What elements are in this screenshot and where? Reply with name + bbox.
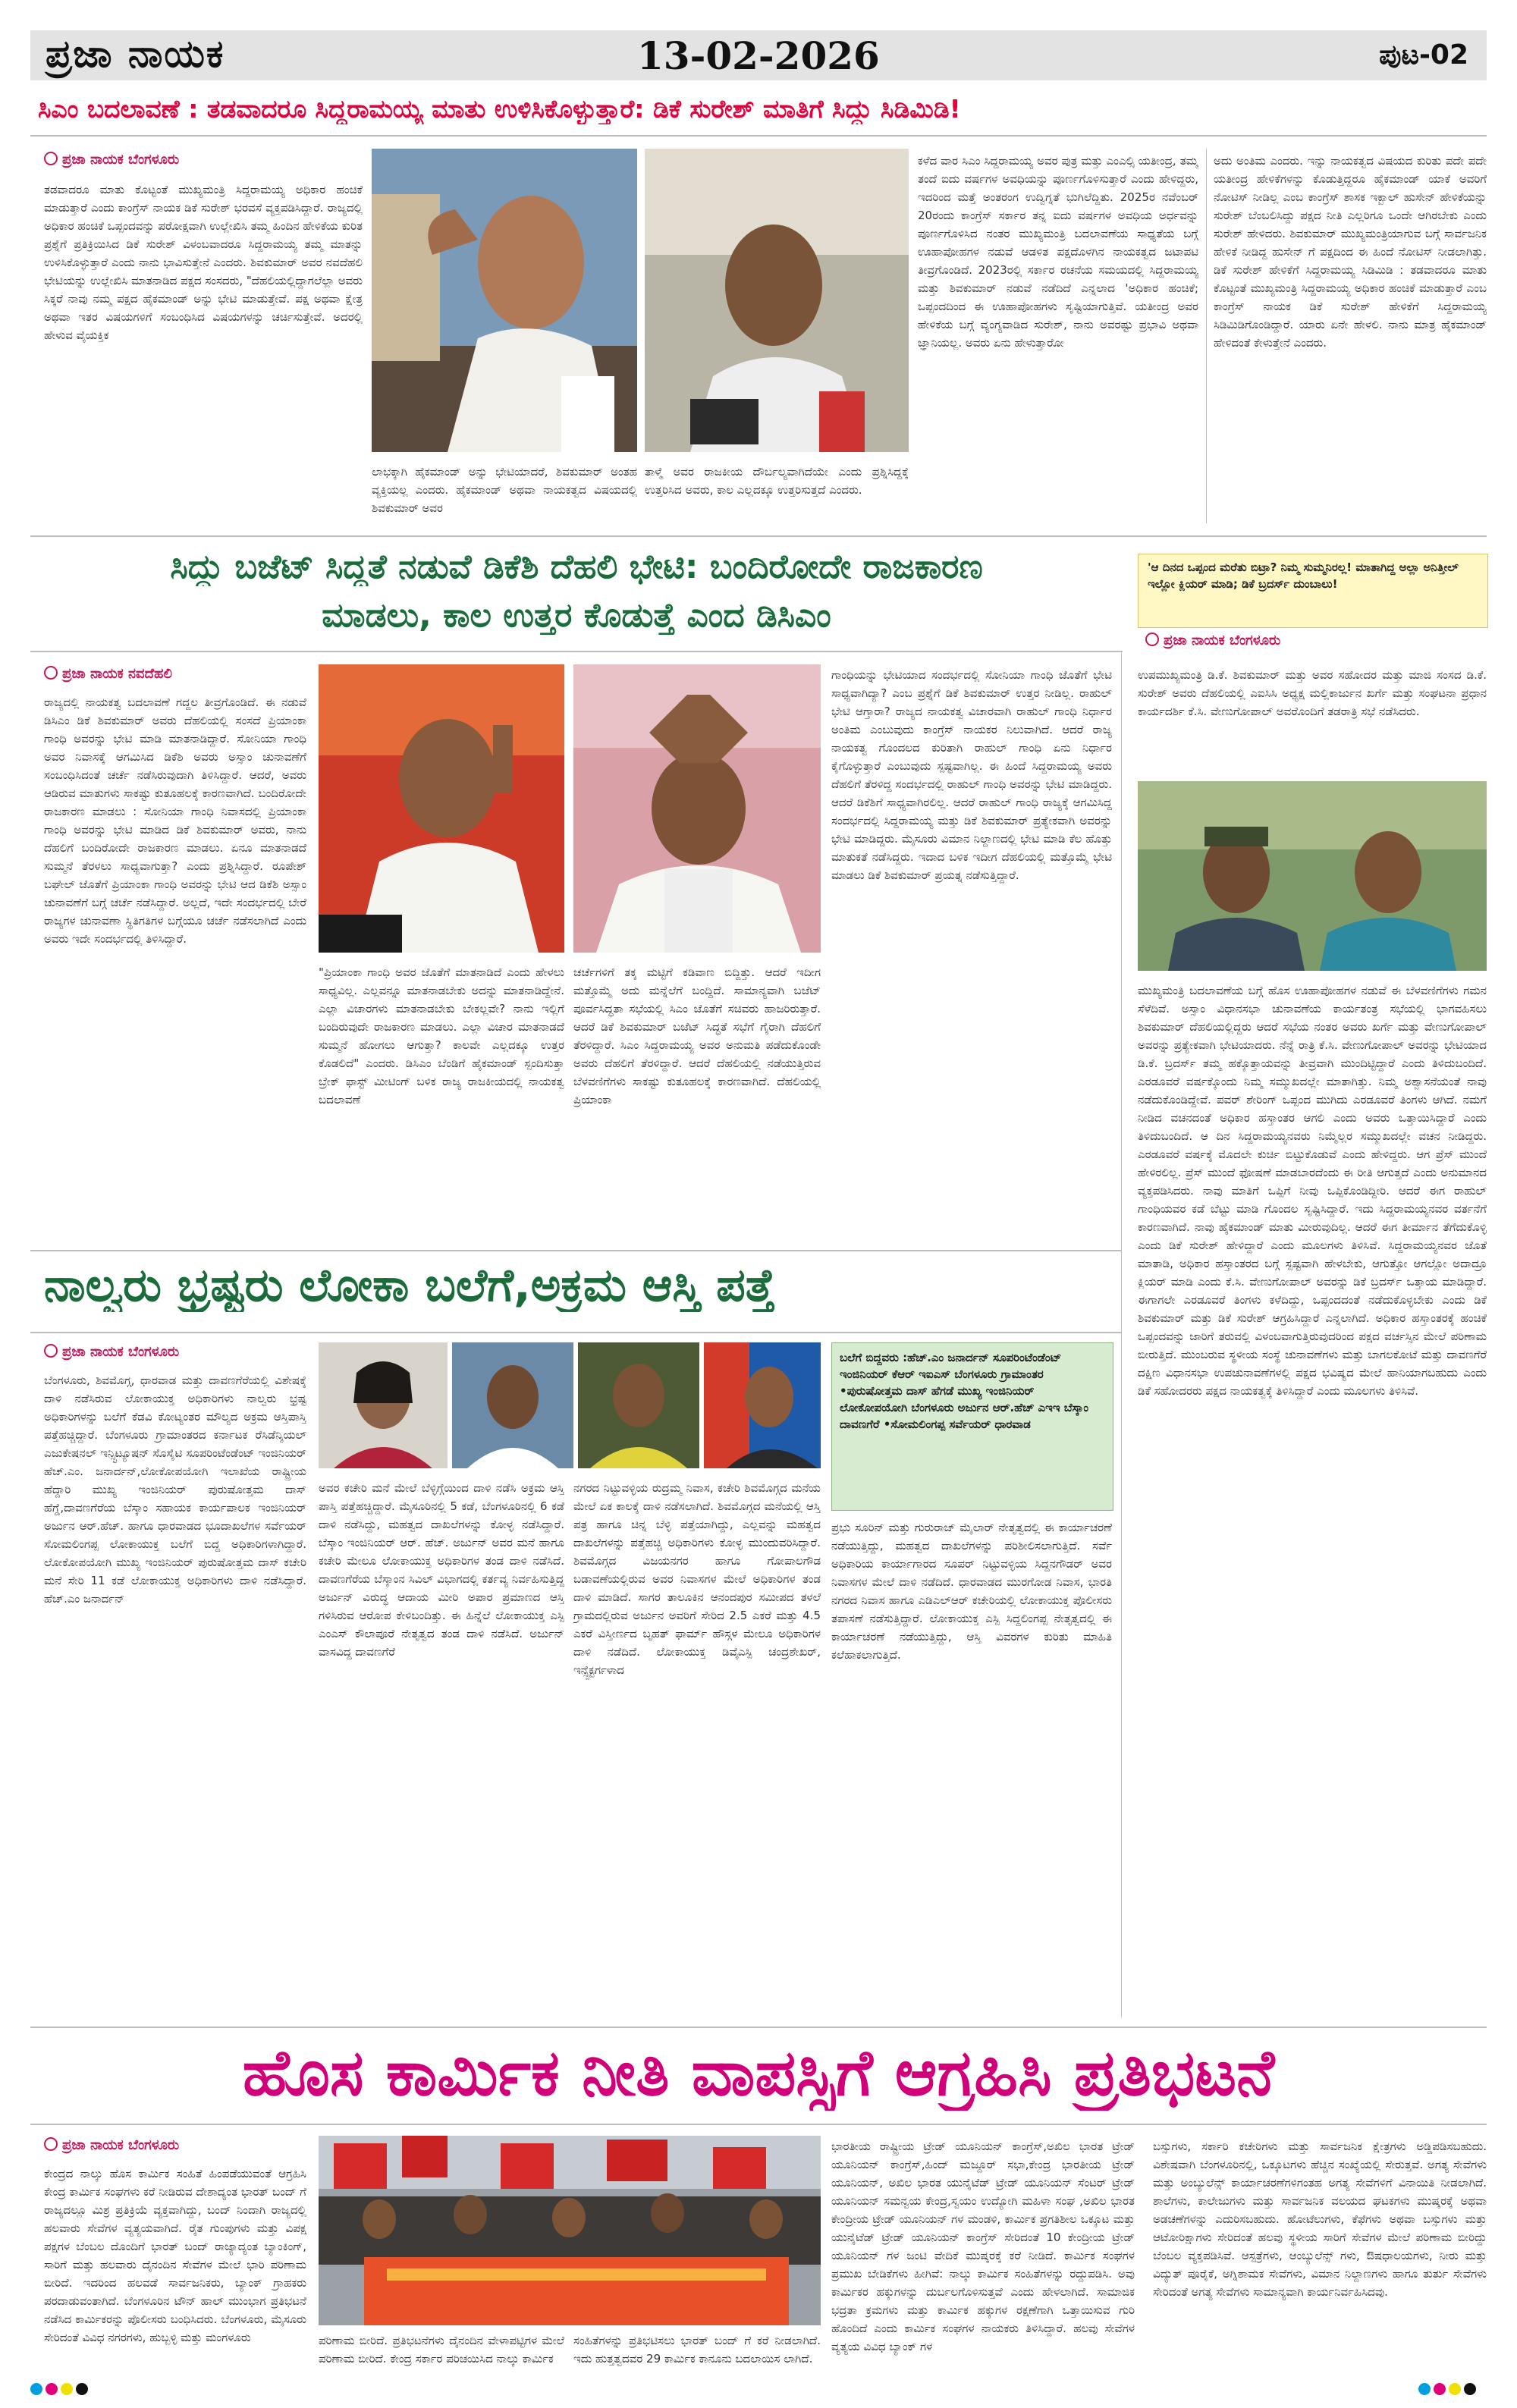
story1-col4: ಅದು ಅಂತಿಮ ಎಂದರು. ಇನ್ನು ನಾಯಕತ್ವದ ವಿಷಯದ ಕುರಿತು ಪದೇ ಪದೇ ಯತೀಂದ್ರ ಹೇಳಿಕೆಗಳನ್ನು ಕೊಡುತ್ತಿದ್ದರೂ ಹೈಕಮಾಂಡ್ ಯಾಕೆ ಅವರಿಗೆ ನೋಟಿಸ್ ನೀಡಿಲ್ಲ ಎಂಬ ಕಾಂಗ್ರೆಸ್ ಶಾಸಕ ಇಕ್ಬಾಲ್ ಹುಸೇನ್ ಹೇಳಿಕೆಯನ್ನು ಸುರೇಶ್ ಬೆಂಬಲಿಸಿದ್ದು ಪಕ್ಷದ ನೀತಿ ಎಲ್ಲರಿಗೂ ಒಂದೇ ಆಗಿರಬೇಕು ಎಂದು ಸುರೇಶ್ ಹೇಳಿದರು. ಶಿವಕುಮಾರ್ ಮುಖ್ಯಮಂತ್ರಿಯಾಗುವ ಬಗ್ಗೆ ಸಾರ್ವಜನಿಕ ಹೇಳಿಕೆ ನೀಡಿದ್ದ ಹುಸೇನ್ ಗೆ ಪಕ್ಷದಿಂದ ಈ ಹಿಂದೆ ನೋಟಿಸ್ ನೀಡಲಾಗಿತ್ತು. ಡಿಕೆ ಸುರೇಶ್ ಹೇಳಿಕೆಗೆ ಸಿದ್ದರಾಮಯ್ಯ ಸಿಡಿಮಿಡಿ : ತಡವಾದರೂ ಮಾತು ಕೊಟ್ಟಂತೆ ಮುಖ್ಯಮಂತ್ರಿ ಸಿದ್ದರಾಮಯ್ಯ ಅಧಿಕಾರ ಹಂಚಿಕೆ ಮಾಡುತ್ತಾರೆ ಎಂಬ ಕಾಂಗ್ರೆಸ್ ನಾಯಕ ಡಿಕೆ ಸುರೇಶ್ ಹೇಳಿಕೆಗೆ ಸಿದ್ದರಾಮಯ್ಯ ಸಿಡಿಮಿಡಿಗೊಂಡಿದ್ದಾರೆ. ಯಾರು ಏನೇ ಹೇಳಲಿ. ನಾನು ಮಾತ್ರ ಹೈಕಮಾಂಡ್ ಹೇಳಿದಂತೆ ಕೇಳುತ್ತೇನೆ ಎಂದರು. bbox=[1214, 154, 1487, 350]
story3-caption2: ನಗರದ ನಿಟ್ಟುವಳ್ಳಿಯ ರುದ್ರಮ್ಮ ನಿವಾಸ, ಕಚೇರಿ ಶಿವಮೊಗ್ಗದ ಮನೆಯ ಮೇಲೆ ಏಕ ಕಾಲಕ್ಕೆ ದಾಳಿ ನಡೆಸಲಾಗಿದೆ. ಶಿವಮೊಗ್ಗದ ಮನೆಯಲ್ಲಿ ಆಸ್ತಿ ಪತ್ರ ಹಾಗೂ ಚಿನ್ನ ಬೆಳ್ಳಿ ಪತ್ತೆಯಾಗಿದ್ದು, ಎಲ್ಲವನ್ನು ಮಹತ್ವದ ದಾಖಲೆಗಳನ್ನು ಪತ್ತೆಹಚ್ಚಿ ಅಧಿಕಾರಿಗಳು ಕೋಳ್ಳ ಮುಂದುವರಿಸಿದ್ದಾರೆ. ಶಿವಮೊಗ್ಗದ ವಿಜಯನಗರ ಹಾಗೂ ಗೋಪಾಲಗೌಡ ಬಡಾವಣೆಯಲ್ಲಿರುವ ಅವರ ನಿವಾಸಗಳ ಮೇಲೆ ಅಧಿಕಾರಿಗಳ ತಂಡ ದಾಳಿ ಮಾಡಿದೆ. ಸಾಗರ ತಾಲೂಕಿನ ಆನಂದಪುರ ಸಮೀಪದ ತಳಲೆ ಗ್ರಾಮದಲ್ಲಿರುವ ಅರ್ಜುನ ಅವರಿಗೆ ಸೇರಿದ 2.5 ಎಕರೆ ಮತ್ತು 4.5 ಎಕರೆ ವಿಸ್ತೀರ್ಣದ ಬೃಹತ್ ಫಾರ್ಮ್ ಹೌಸ್ಗಳ ಮೇಲೂ ಅಧಿಕಾರಿಗಳ ದಾಳಿ ನಡೆದಿದೆ. ಲೋಕಾಯುಕ್ತ ಡಿವೈಎಸ್ಪಿ ಚಂದ್ರಶೇಖರ್, ಇನ್ಸ್ಪೆಕ್ಟರ್ಗಳಾದ bbox=[573, 1481, 821, 1677]
story4-caption2: ಸಂಹಿತೆಗಳನ್ನು ಪ್ರತಿಭಟಿಸಲು ಭಾರತ್ ಬಂದ್ ಗೆ ಕರೆ ನೀಡಲಾಗಿದೆ. ಇದು ಹುತ್ತತ್ವದವರ 29 ಕಾರ್ಮಿಕ ಕಾನೂನು ಬದಲಾಯಿಸ ಲಾಗಿದೆ. bbox=[573, 2334, 821, 2366]
story4-col3: ಭಾರತೀಯ ರಾಷ್ಟ್ರೀಯ ಟ್ರೇಡ್ ಯೂನಿಯನ್ ಕಾಂಗ್ರೆಸ್,ಅಖಿಲ ಭಾರತ ಟ್ರೇಡ್ ಯೂನಿಯನ್ ಕಾಂಗ್ರೆಸ್,ಹಿಂದ್ ಮಜ್ದೂರ್ ಸಭಾ,ಕೇಂದ್ರ ಭಾರತೀಯ ಟ್ರೇಡ್ ಯೂನಿಯನ್, ಅಖಿಲ ಭಾರತ ಯುನೈಟೆಡ್ ಟ್ರೇಡ್ ಯೂನಿಯನ್ ಸೆಂಟರ್ ಟ್ರೇಡ್ ಯೂನಿಯನ್ ಸಮನ್ವಯ ಕೇಂದ್ರ,ಸ್ವಯಂ ಉದ್ಯೋಗಿ ಮಹಿಳಾ ಸಂಘ ,ಅಖಿಲ ಭಾರತ ಕೇಂದ್ರೀಯ ಟ್ರೇಡ್ ಯೂನಿಯನ್ ಗಳ ಮಂಡಳಿ, ಕಾರ್ಮಿಕ ಪ್ರಗತಿಶೀಲ ಒಕ್ಕೂಟ ಮತ್ತು ಯುನೈಟೆಡ್ ಟ್ರೇಡ್ ಯೂನಿಯನ್ ಕಾಂಗ್ರೆಸ್ ಸೇರಿದಂತೆ 10 ಕೇಂದ್ರೀಯ ಟ್ರೇಡ್ ಯೂನಿಯನ್ ಗಳ ಜಂಟಿ ವೇದಿಕೆ ಮುಷ್ಕರಕ್ಕೆ ಕರೆ ನೀಡಿದೆ. ಕಾರ್ಮಿಕ ಸಂಘಗಳ ಪ್ರಮುಖ ಬೇಡಿಕೆಗಳು ಹೀಗಿವೆ: ನಾಲ್ಕು ಕಾರ್ಮಿಕ ಸಂಹಿತೆಗಳನ್ನು ರದ್ದುಪಡಿಸಿ. ಅವು ಕಾರ್ಮಿಕರ ಹಕ್ಕುಗಳನ್ನು ದುರ್ಬಲಗೊಳಿಸುತ್ತವೆ ಎಂದು ಹೇಳಲಾಗಿದೆ. ಸಾಮಾಜಿಕ ಭದ್ರತಾ ಕ್ರಮಗಳು ಮತ್ತು ಕಾರ್ಮಿಕ ಹಕ್ಕುಗಳ ರಕ್ಷಣೆಗಾಗಿ ಒತ್ತಾಯಿಸುವ ಗುರಿ ಹೊಂದಿದೆ ಎಂದು ಕಾರ್ಮಿಕ ಸಂಘಗಳ ನಾಯಕರು ತಿಳಿಸಿದ್ದಾರೆ. ಹಲವು ಸೇವೆಗಳ ವ್ಯತ್ಯಯ ವಿವಿಧ ಬ್ಯಾಂಕ್ ಗಳ bbox=[831, 2140, 1135, 2353]
registration-marks-left bbox=[30, 2383, 88, 2398]
story3-col1: ಬೆಂಗಳೂರು, ಶಿವಮೊಗ್ಗ, ಧಾರವಾಡ ಮತ್ತು ದಾವಣಗೆರೆಯಲ್ಲಿ ವಿಶೇಷಕ್ಕೆ ದಾಳಿ ನಡೆಸಿರುವ ಲೋಕಾಯುಕ್ತ ಅಧಿಕಾರಿಗಳು ನಾಲ್ವರು ಭ್ರಷ್ಟ ಅಧಿಕಾರಿಗಳನ್ನು ಬಲೆಗೆ ಕೆಡವಿ ಕೋಟ್ಯಂತರ ಮೌಲ್ಯದ ಅಕ್ರಮ ಆಸ್ತಿಪಾಸ್ತಿ ಪತ್ತೆಹಚ್ಚಿದ್ದಾರೆ. ಬೆಂಗಳೂರು ಗ್ರಾಮಾಂತರದ ಕರ್ನಾಟಕ ರೆಸಿಡೆನ್ಶಿಯಲ್ ಎಜುಕೇಷನಲ್ ಇನ್ಸ್ಟಿಟ್ಯೂಷನ್ ಸೊಸೈಟಿ ಸೂಪರಿಂಟೆಂಡೆಂಟ್ ಇಂಜಿನಿಯರ್ ಹೆಚ್.ಎಂ. ಜನಾರ್ದನ್,ಲೋಕೋಪಯೋಗಿ ಇಲಾಖೆಯ ರಾಷ್ಟ್ರೀಯ ಹೆದ್ದಾರಿ ಮುಖ್ಯ ಇಂಜಿನಿಯರ್ ಪುರುಷೋತ್ತಮ ದಾಸ್ ಹೆಗ್ಡೆ,ದಾವಣಗೆರೆಯ ಬೆಸ್ಕಾಂ ಸಹಾಯಕ ಕಾರ್ಯಪಾಲಕ ಇಂಜಿನಿಯರ್ ಅರ್ಜುನ ಆರ್.ಹೆಚ್. ಹಾಗೂ ಧಾರವಾಡದ ಭೂದಾಖಲೆಗಳ ಸರ್ವೆಯರ್ ಸೋಮಲಿಂಗಪ್ಪ ಲೋಕಾಯುಕ್ತ ಬಲೆಗೆ ಬಿದ್ದ ಅಧಿಕಾರಿಗಳಾಗಿದ್ದಾರೆ. ಲೋಕೋಪಯೋಗಿ ಮುಖ್ಯ ಇಂಜಿನಿಯರ್ ಪುರುಷೋತ್ತಮ ದಾಸ್ ಕಚೇರಿ ಮನೆ ಸೇರಿ 11 ಕಡೆ ಲೋಕಾಯುಕ್ತ ಅಧಿಕಾರಿಗಳು ದಾಳಿ ನಡೆಸಿದ್ದಾರೆ. ಹೆಚ್.ಎಂ ಜನಾರ್ದನ್ bbox=[44, 1374, 306, 1606]
photo-dk-brothers bbox=[1138, 781, 1487, 971]
divider bbox=[30, 1250, 1121, 1251]
story2-col4b: ಮುಖ್ಯಮಂತ್ರಿ ಬದಲಾವಣೆಯ ಬಗ್ಗೆ ಹೊಸ ಊಹಾಪೋಹಗಳ ನಡುವೆ ಈ ಬೆಳವಣಿಗೆಗಳು ಗಮನ ಸೆಳೆದಿವೆ. ಅಸ್ಸಾಂ ವಿಧಾನಸಭಾ ಚುನಾವಣೆಯ ಕಾರ್ಯತಂತ್ರ ಸಭೆಯಲ್ಲಿ ಭಾಗವಹಿಸಲು ಶಿವಕುಮಾರ್ ದೆಹಲಿಯಲ್ಲಿದ್ದರು ಆದರೆ ಸಭೆಯ ನಂತರ ಅವರು ಖರ್ಗೆ ಮತ್ತು ವೇಣುಗೋಪಾಲ್ ಅವರನ್ನು ಪ್ರತ್ಯೇಕವಾಗಿ ಭೇಟಿಯಾದರು. ನೆನ್ನೆ ರಾತ್ರಿ ಕೆ.ಸಿ. ವೇಣುಗೋಪಾಲ್ ಅವರನ್ನು ಭೇಟಿಯಾದ ಡಿ.ಕೆ. ಬ್ರದರ್ಸ್ ತಮ್ಮ ಹಕ್ಕೊತ್ತಾಯವನ್ನು ತೀವ್ರವಾಗಿ ಮುಂದಿಟ್ಟಿದ್ದಾರೆ ಎಂದು ತಿಳಿದುಬಂದಿದೆ. ಎರಡೂವರೆ ವರ್ಷಕ್ಕೊಂದು ನಿಮ್ಮ ಸಮ್ಮುಖದಲ್ಲೇ ಮಾತಾಗಿತ್ತು. ನಿಮ್ಮ ಅಶ್ವಾಸನೆಯಂತೆ ನಾವು ನಡೆದುಕೊಂಡಿದ್ದೇವೆ. ಪವರ್ ಶೇರಿಂಗ್ ಒಪ್ಪಂದ ಮುಗಿದು ಎರಡೂವರೆ ತಿಂಗಳು ಆಗಿದೆ. ನಮಗೆ ನೀಡಿದ ವಚನದಂತೆ ಅಧಿಕಾರ ಹಸ್ತಾಂತರ ಆಗಲಿ ಎಂದು ಅವರು ಒತ್ತಾಯಿಸಿದ್ದಾರೆ ಎಂದು ತಿಳಿದುಬಂದಿದೆ. ಆ ದಿನ ಸಿದ್ದರಾಮಯ್ಯನವರು ನಿಮ್ಮೆಲ್ಲರ ಸಮ್ಮುಖದಲ್ಲೇ ವಚನ ನೀಡಿದ್ದರು. ಎರಡೂವರೆ ವರ್ಷಕ್ಕೆ ಮೊದಲೇ ಕುರ್ಚಿ ಬಿಟ್ಟುಕೊಡುವೆ ಎಂದು ಹೇಳಿದ್ದರು. ಆಗ ಪ್ರೆಸ್ ಮುಂದೆ ಹೇಳಿರಲಿಲ್ಲ. ಪ್ರೆಸ್ ಮುಂದೆ ಫೋಷಣೆ ಮಾಡಬಾರದೆಂದು ಈ ರೀತಿ ಆಗುತ್ತದೆ ಎಂದು ಅನುಮಾನದ ವ್ಯಕ್ತಪಡಿಸಿದರು. ನಾವು ಮಾತಿಗೆ ಒಪ್ಪಿಗೆ ನೀವು ಒಪ್ಪಿಕೊಂಡಿದ್ದೀರಿ. ಆದರೆ ಈಗ ರಾಹುಲ್ ಗಾಂಧಿಯವರ ಕಡೆ ಬೆಟ್ಟು ಮಾಡಿ ಗೊಂದಲ ಸೃಷ್ಟಿಸಿದ್ದಾರೆ. ಇದು ಸಿದ್ದರಾಮಯ್ಯನವರ ವರ್ತನೆಗೆ ಕಾರಣವಾಗಿದೆ. ನಾವು ಹೈಕಮಾಂಡ್ ಮಾತು ಮೀರುವುದಿಲ್ಲ. ಆದರೆ ಈಗ ತೀರ್ಮಾನ ತೆಗೆದುಕೊಳ್ಳಿ ಎಂದು ಡಿಕೆ ಸುರೇಶ್ ಹೇಳಿದ್ದಾರೆ ಎಂದು ಮೂಲಗಳು ತಿಳಿಸಿವೆ. ಸಿದ್ದರಾಮಯ್ಯನವರ ಜೊತೆ ಮಾತಾಡಿ, ಅಧಿಕಾರ ಹಸ್ತಾಂತರದ ಬಗ್ಗೆ ಸ್ಪಷ್ಟವಾಗಿ ಹೇಳಬೇಕು, ಆಗುತ್ತೋ ಆಗಲ್ಲೋ ಅದಾದ್ರೂ ಕ್ಲಿಯರ್ ಮಾಡಿ ಎಂದು ಕೆ.ಸಿ. ವೇಣುಗೋಪಾಲ್ ಅವರನ್ನು ಡಿಕೆ ಬ್ರದರ್ಸ್ ಒತ್ತಾಯ ಮಾಡಿದ್ದಾರೆ. ಈಗಾಗಲೇ ಎರಡೂವರೆ ತಿಂಗಳು ಕಳೆದಿದ್ದು, ಒಪ್ಪಂದದಂತೆ ನಡೆದುಕೊಳ್ಳಬೇಕು ಎಂದು ಡಿಕೆ ಶಿವಕುಮಾರ್ ಮತ್ತು ಡಿಕೆ ಸುರೇಶ್ ಆಗ್ರಹಿಸಿದ್ದಾರೆ ಎನ್ನಲಾಗಿದೆ. ಅಧಿಕಾರ ಹಸ್ತಾಂತರಕ್ಕೆ ಹಂಚಿಕೆ ಒಪ್ಪಂದವನ್ನು ಜಾರಿಗೆ ತರುವಲ್ಲಿ ವಿಳಂಬವಾಗುತ್ತಿರುವುದರಿಂದ ಪಕ್ಷದ ವರ್ಚಸ್ಸಿನ ಮೇಲೆ ಪರಿಣಾಮ ಬೀರುತ್ತಿದೆ. ಮುಂಬರುವ ಸ್ಥಳೀಯ ಸಂಸ್ಥೆ ಚುನಾವಣೆಗಳು ಮತ್ತು ಬಾಗಲಕೋಟೆ ಮತ್ತು ದಾವಣಗೆರೆ ದಕ್ಷಿಣ ವಿಧಾನಸಭಾ ಉಪಚುನಾವಣೆಗಳಲ್ಲಿ ಪಕ್ಷದ ಭವಿಷ್ಯದ ಮೇಲೆ ಹಾನಿಯಾಗಬಹುದು ಎಂದು ಡಿಕೆ ಸಹೋದರರು ಪಕ್ಷದ ನಾಯಕತ್ವಕ್ಕೆ ತಿಳಿಸಿದ್ದಾರೆ ಎಂದು ಮೂಲಗಳು ತಿಳಿಸಿವೆ. bbox=[1138, 984, 1487, 1398]
divider bbox=[30, 651, 1123, 652]
photo-official-1 bbox=[319, 1342, 448, 1468]
story2-caption2: ಚರ್ಚೆಗಳಿಗೆ ತಕ್ಕ ಮಟ್ಟಿಗೆ ಕಡಿವಾಣ ಬಿದ್ದಿತ್ತು. ಆದರೆ ಇದೀಗ ಮತ್ತೊಮ್ಮೆ ಅದು ಮನ್ನೆಲೆಗೆ ಬಂದ್ದಿದೆ. ಸಾಮಾನ್ಯವಾಗಿ ಬಜೆಟ್ ಪೂರ್ವಸಿದ್ಧತಾ ಸಭೆಯಲ್ಲಿ ಸಿಎಂ ಜೊತೆಗೆ ಸಚಿವರು ಹಾಜರಿರುತ್ತಾರೆ. ಆದರೆ ಡಿಕೆ ಶಿವಕುಮಾರ್ ಬಜೆಟ್ ಸಿದ್ಧತೆ ಸಭೆಗೆ ಗೈರಾಗಿ ದೆಹಲಿಗೆ ತೆರಳಿದ್ದಾರೆ. ಸಿಎಂ ಸಿದ್ದರಾಮಯ್ಯ ಅವರ ಅನುಮತಿ ಪಡೆದುಕೊಂಡೇ ಅವರು ದೆಹಲಿಗೆ ತೆರಳಿದ್ದಾರೆ. ಆದರೆ ದೆಹಲಿಯಲ್ಲಿ ನಡೆಯುತ್ತಿರುವ ಬೆಳವಣಿಗೆಗಳು ಸಾಕಷ್ಟು ಕುತೂಹಲಕ್ಕೆ ಕಾರಣವಾಗಿದೆ. ದೆಹಲಿಯಲ್ಲಿ ಪ್ರಿಯಾಂಕಾ bbox=[573, 965, 821, 1107]
divider bbox=[30, 535, 1487, 537]
photo-official-4 bbox=[704, 1342, 821, 1468]
box-quote-text: 'ಆ ದಿನದ ಒಪ್ಪಂದ ಮರೆತು ಬಿಟ್ರಾ? ನಿಮ್ಮ ಸುಮ್ಮನಿರಲ್ಲ! ಮಾತಾಗಿದ್ದ ಅಲ್ಲಾ ಅನಿತ್ತೀಲ್ ಇಲ್ಲೋ ಕ್ಲಿಯರ್ ಮಾಡಿ; ಡಿಕೆ ಬ್ರದರ್ಸ್ ದುಂಬಾಲು! bbox=[1148, 560, 1459, 591]
story2-byline-right: ಪ್ರಜಾ ನಾಯಕ ಬೆಂಗಳೂರು bbox=[1145, 633, 1280, 648]
divider bbox=[30, 1332, 1121, 1333]
story4-byline: ಪ್ರಜಾ ನಾಯಕ ಬೆಂಗಳೂರು bbox=[44, 2137, 179, 2153]
divider bbox=[1206, 149, 1207, 523]
registration-marks-right bbox=[1418, 2383, 1476, 2398]
story1-caption2: ತಾಳ್ಮೆ ಅವರ ರಾಜಕೀಯ ದೌರ್ಬಲ್ಯವಾಗಿದೆಯೇ ಎಂದು ಪ್ರಶ್ನಿಸಿದ್ದಕ್ಕೆ ಉತ್ತರಿಸಿದ ಅವರು, ಕಾಲ ಎಲ್ಲದಕ್ಕೂ ಉತ್ತರಿಸುತ್ತದೆ ಎಂದರು. bbox=[645, 465, 909, 497]
story3-headline: ನಾಲ್ವರು ಭ್ರಷ್ಟರು ಲೋಕಾ ಬಲೆಗೆ,ಅಕ್ರಮ ಆಸ್ತಿ ಪತ್ತೆ bbox=[44, 1259, 775, 1312]
story1-byline: ಪ್ರಜಾ ನಾಯಕ ಬೆಂಗಳೂರು bbox=[44, 152, 179, 168]
story2-col1: ರಾಜ್ಯದಲ್ಲಿ ನಾಯಕತ್ವ ಬದಲಾವಣೆ ಗದ್ದಲ ತೀವ್ರಗೊಂಡಿದೆ. ಈ ನಡುವೆ ಡಿಸಿಎಂ ಡಿಕೆ ಶಿವಕುಮಾರ್ ಅವರು ದೆಹಲಿಯಲ್ಲಿ ಸಂಸದೆ ಪ್ರಿಯಾಂಕಾ ಗಾಂಧಿ ಅವರನ್ನು ಭೇಟಿ ಮಾಡಿ ಮಾತನಾಡಿದ್ದಾರೆ. ಸೋನಿಯಾ ಗಾಂಧಿ ಅವರ ನಿವಾಸಕ್ಕೆ ಆಗಮಿಸಿದ ಡಿಕೆಶಿ ಅವರು ಅಸ್ಸಾಂ ಚುನಾವಣೆಗೆ ಸಂಬಂಧಿಸಿದಂತೆ ಚರ್ಚೆ ನಡೆಸಿರುವುದಾಗಿ ತಿಳಿಸಿದ್ದಾರೆ. ಆದರೆ, ಅವರು ಆಡಿರುವ ಮಾತುಗಳು ಸಾಕಷ್ಟು ಕುತೂಹಲಕ್ಕೆ ಕಾರಣವಾಗಿದೆ. ಬಂದಿರೋದೇ ರಾಜಕಾರಣ ಮಾಡಲು : ಸೋನಿಯಾ ಗಾಂಧಿ ನಿವಾಸದಲ್ಲಿ ಪ್ರಿಯಾಂಕಾ ಗಾಂಧಿ ಅವರನ್ನು ಭೇಟಿ ಮಾಡಿದ ಡಿಕೆ ಶಿವಕುಮಾರ್ ಅವರು, ನಾನು ದೆಹಲಿಗೆ ಬಂದಿರೋದೇ ರಾಜಕಾರಣ ಮಾಡಲು. ಏನೂ ಮಾತನಾಡದೆ ಸುಮ್ಮನೆ ತೆರಳಲು ಸಾಧ್ಯವಾಗುತ್ತಾ? ಎಂದು ಪ್ರಶ್ನಿಸಿದ್ದಾರೆ. ರೂಪೇಶ್ ಬಘೇಲ್ ಜೊತೆಗೆ ಪ್ರಿಯಾಂಕಾ ಗಾಂಧಿ ಅವರನ್ನು ಭೇಟಿ ಆದ ಡಿಕೆಶಿ ಅಸ್ಸಾಂ ಚುನಾವಣೆಗೆ ಬಗ್ಗೆ ಚರ್ಚೆ ನಡೆಸಿದ್ದಾರೆ. ಅಲ್ಲದೆ, ಇದೇ ಸಂದರ್ಭದಲ್ಲಿ ಬೇರೆ ರಾಜ್ಯಗಳ ಚುನಾವಣಾ ಸ್ಥಿತಿಗತಿಗಳ ಬಗ್ಗೆಯೂ ಚರ್ಚೆ ನಡೆಸಲಾಗಿದೆ ಎಂದು ಅವರು ಇದೇ ಸಂದರ್ಭದಲ್ಲಿ ತಿಳಿಸಿದ್ದಾರೆ. bbox=[44, 695, 306, 946]
issue-date: 13-02-2026 bbox=[637, 33, 880, 78]
story3-byline: ಪ್ರಜಾ ನಾಯಕ ಬೆಂಗಳೂರು bbox=[44, 1344, 179, 1360]
story2-col4a: ಉಪಮುಖ್ಯಮಂತ್ರಿ ಡಿ.ಕೆ. ಶಿವಕುಮಾರ್ ಮತ್ತು ಅವರ ಸಹೋದರ ಮತ್ತು ಮಾಜಿ ಸಂಸದ ಡಿ.ಕೆ. ಸುರೇಶ್ ಅವರು ದೆಹಲಿಯಲ್ಲಿ ಎಐಸಿಸಿ ಅಧ್ಯಕ್ಷ ಮಲ್ಲಿಕಾರ್ಜುನ ಖರ್ಗೆ ಮತ್ತು ಸಂಘಟನಾ ಪ್ರಧಾನ ಕಾರ್ಯದರ್ಶಿ ಕೆ.ಸಿ. ವೇಣುಗೋಪಾಲ್ ಅವರೊಂದಿಗೆ ತಡರಾತ್ರಿ ಸಭೆ ನಡೆಸಿದರು. bbox=[1138, 668, 1487, 718]
story4-col1: ಕೇಂದ್ರದ ನಾಲ್ಕು ಹೊಸ ಕಾರ್ಮಿಕ ಸಂಹಿತೆ ಹಿಂಪಡೆಯುವಂತೆ ಆಗ್ರಹಿಸಿ ಕೇಂದ್ರ ಕಾರ್ಮಿಕ ಸಂಘಗಳು ಕರೆ ನೀಡಿರುವ ದೇಶಾದ್ಯಂತ ಭಾರತ್ ಬಂದ್ ಗೆ ರಾಜ್ಯದಲ್ಲೂ ಮಿಶ್ರ ಪ್ರತಿಕ್ರಿಯೆ ವ್ಯಕ್ತವಾಗಿದ್ದು, ಬಂದ್ ನಿಂದಾಗಿ ರಾಜ್ಯದಲ್ಲಿ ಹಲವಾರು ಸೇವೆಗಳ ವ್ಯತ್ಯಯವಾಗಿದೆ. ರೈತ ಗುಂಪುಗಳು ಮತ್ತು ವಿಪಕ್ಷ ಪಕ್ಷಗಳ ಬೆಂಬಲ ದೊಂದಿಗೆ ಭಾರತ್ ಬಂದ್ ರಾಜ್ಯಾದ್ಯಂತ ಬ್ಯಾಂಕಿಂಗ್, ಸಾರಿಗೆ ಮತ್ತು ಹಲವಾರು ದೈನಂದಿನ ಸೇವೆಗಳ ಮೇಲೆ ಭಾರಿ ಪರಿಣಾಮ ಬೀರಿದೆ. ಇದರಿಂದ ಹಲವಡೆ ಸಾರ್ವಜನಿಕರು, ಬ್ಯಾಂಕ್ ಗ್ರಾಹಕರು ಪರದಾಡುವಂತಾಗಿದೆ. ಬೆಂಗಳೂರಿನ ಟೌನ್ ಹಾಲ್ ಮುಂಭಾಗ ಪ್ರತಿಭಟನೆ ನಡೆಸಿದ ಕಾರ್ಮಿಕರನ್ನು ಪೊಲೀಸರು ಬಂಧಿಸಿದರು. ಬೆಂಗಳೂರು, ಮೈಸೂರು ಸೇರಿದಂತೆ ವಿವಿಧ ನಗರಗಳು, ಹುಬ್ಬಳ್ಳಿ ಮತ್ತು ಮಂಗಳೂರು bbox=[44, 2167, 306, 2344]
divider bbox=[30, 2124, 1487, 2125]
photo-labour-protest bbox=[319, 2136, 821, 2325]
story4-caption1: ಪರಿಣಾಮ ಬೀರಿದೆ. ಪ್ರತಿಭಟನೆಗಳು ದೈನಂದಿನ ವೇಳಾಪಟ್ಟಿಗಳ ಮೇಲೆ ಪರಿಣಾಮ ಬೀರಿದೆ. ಕೇಂದ್ರ ಸರ್ಕಾರ ಪರಿಚಯಿಸಿದ ನಾಲ್ಕು ಕಾರ್ಮಿಕ bbox=[319, 2334, 564, 2366]
photo-dk-shivakumar-speech bbox=[319, 664, 564, 953]
story1-caption1: ಲಾಭಕ್ಕಾಗಿ ಹೈಕಮಾಂಡ್ ಅನ್ನು ಭೇಟಿಯಾದರೆ, ಶಿವಕುಮಾರ್ ಅಂತಹ ವ್ಯಕ್ತಿಯಲ್ಲ ಎಂದರು. ಹೈಕಮಾಂಡ್ ಅಥವಾ ನಾಯಕತ್ವದ ವಿಷಯದಲ್ಲಿ ಶಿವಕುಮಾರ್ ಅವರ bbox=[372, 465, 637, 515]
photo-siddaramaiah bbox=[372, 149, 637, 452]
photo-official-3 bbox=[578, 1342, 699, 1468]
story2-caption1: "ಪ್ರಿಯಾಂಕಾ ಗಾಂಧಿ ಅವರ ಜೊತೆಗೆ ಮಾತನಾಡಿದೆ ಎಂದು ಹೇಳಲು ಸಾಧ್ಯವಿಲ್ಲ. ಎಲ್ಲವನ್ನೂ ಮಾತನಾಡಬೇಕು ಅದನ್ನು ಮಾತನಾಡಿದ್ದೇನೆ. ಎಲ್ಲಾ ವಿಚಾರಗಳು ಮಾತನಾಡಬೇಕು ಬೇಕಲ್ಲವೇ? ನಾನು ಇಲ್ಲಿಗೆ ಬಂದಿರುವುದೇ ರಾಜಕಾರಣ ಮಾಡಲು. ಎಲ್ಲಾ ವಿಚಾರ ಮಾತನಾಡದೆ ಸುಮ್ಮನೆ ಹೋಗಲು ಆಗುತ್ತಾ? ಕಾಲವೇ ಎಲ್ಲದಕ್ಕೂ ಉತ್ತರ ಕೊಡಲಿದೆ" ಎಂದರು. ಡಿಸಿಎಂ ಬೆಂಡಿಗೆ ಹೈಕಮಾಂಡ್ ಸ್ಪಂದಿಸುತ್ತಾ ಬ್ರೇಕ್ ಫಾಸ್ಟ್ ಮೀಟಿಂಗ್ ಬಳಿಕ ರಾಜ್ಯ ರಾಜಕೀಯದಲ್ಲಿ ನಾಯಕತ್ವ ಬದಲಾವಣೆ bbox=[319, 965, 564, 1107]
paper-name: ಪ್ರಜಾ ನಾಯಕ bbox=[46, 32, 225, 76]
story2-headline-line1: ಸಿದ್ದು ಬಜೆಟ್ ಸಿದ್ದತೆ ನಡುವೆ ಡಿಕೆಶಿ ದೆಹಲಿ ಭೇಟಿ: ಬಂದಿರೋದೇ ರಾಜಕಾರಣ bbox=[170, 548, 983, 586]
accused-box bbox=[831, 1342, 1113, 1511]
story2-col3: ಗಾಂಧಿಯನ್ನು ಭೇಟಿಯಾದ ಸಂದರ್ಭದಲ್ಲಿ ಸೋನಿಯಾ ಗಾಂಧಿ ಜೊತೆಗೆ ಭೇಟಿ ಸಾಧ್ಯವಾಗಿದ್ಯಾ? ಎಂಬ ಪ್ರಶ್ನೆಗೆ ಡಿಕೆ ಶಿವಕುಮಾರ್ ಉತ್ತರ ನೀಡಿಲ್ಲ. ರಾಹುಲ್ ಭೇಟಿ ಆಗ್ತಾರಾ? ರಾಜ್ಯದ ನಾಯಕತ್ವ ವಿಚಾರವಾಗಿ ರಾಹುಲ್ ಗಾಂಧಿ ನಿರ್ಧಾರ ಅಂತಿಮ ಎಂಬುವುದು ಕಾಂಗ್ರೆಸ್ ನಾಯಕರ ನಿಲುವಾಗಿದೆ. ಆದರೆ ರಾಜ್ಯ ನಾಯಕತ್ವ ಗೊಂದಲದ ಕುರಿತಾಗಿ ರಾಹುಲ್ ಗಾಂಧಿ ಏನು ನಿರ್ಧಾರ ಕೈಗೊಳ್ಳುತ್ತಾರೆ ಎಂಬುವುದು ಸ್ಪಷ್ಟವಾಗಿಲ್ಲ. ಈ ಹಿಂದೆ ಸಿದ್ದರಾಮಯ್ಯ ಅವರು ದೆಹಲಿಗೆ ತೆರಳಿದ್ದ ಸಂದರ್ಭದಲ್ಲಿ ರಾಹುಲ್ ಗಾಂಧಿ ಅವರನ್ನು ಭೇಟಿ ಮಾಡಿದ್ದರು. ಆದರೆ ಡಿಕೆಶಿಗೆ ಸಾಧ್ಯವಾಗಿರಲಿಲ್ಲ. ಆದರೆ ರಾಹುಲ್ ಗಾಂಧಿ ರಾಜ್ಯಕ್ಕೆ ಆಗಮಿಸಿದ್ದ ಸಂದರ್ಭದಲ್ಲಿ ಸಿದ್ದರಾಮಯ್ಯ ಮತ್ತು ಡಿಕೆ ಶಿವಕುಮಾರ್ ಪ್ರತ್ಯೇಕವಾಗಿ ಅವರನ್ನು ಭೇಟಿ ಮಾಡಿದ್ದರು. ಮೈಸೂರು ವಿಮಾನ ನಿಲ್ದಾಣದಲ್ಲಿ ಭೇಟಿ ಮಾಡಿ ಕೆಲ ಹೊತ್ತು ಮಾತುಕತೆ ನಡೆಸಿದ್ದರು. ಇದಾದ ಬಳಿಕ ಇದೀಗ ದೆಹಲಿಯಲ್ಲಿ ಮತ್ತೊಮ್ಮೆ ಭೇಟಿ ಮಾಡಲು ಡಿಕೆ ಶಿವಕುಮಾರ್ ಪ್ರಯತ್ನ ನಡೆಸುತ್ತಿದ್ದಾರೆ. bbox=[831, 668, 1112, 882]
accused-box-text: ಬಲೆಗೆ ಬಿದ್ದವರು :ಹೆಚ್.ಎಂ ಜನಾರ್ದನ್ ಸೂಪರಿಂಟೆಂಡೆಂಟ್ ಇಂಜಿನಿಯರ್ ಕೆಆರ್ ಇಐಎಸ್ ಬೆಂಗಳೂರು ಗ್ರಾಮಾಂತರ •ಪುರುಷೋತ್ತಮ ದಾಸ್ ಹೆಗಡೆ ಮುಖ್ಯ ಇಂಜಿನಿಯರ್ ಲೋಕೋಪಯೋಗಿ ಬೆಂಗಳೂರು ಅರ್ಜುನ ಆರ್.ಹೆಚ್ ಎಇಇ ಬೆಸ್ಕಾಂ ದಾವಣಗೆರೆ •ಸೋಮಲಿಂಗಪ್ಪ ಸರ್ವೆಯರ್ ಧಾರವಾಡ bbox=[840, 1351, 1088, 1431]
story2-byline: ಪ್ರಜಾ ನಾಯಕ ನವದೆಹಲಿ bbox=[44, 666, 172, 682]
story4-col4: ಬಸ್ಸುಗಳು, ಸರ್ಕಾರಿ ಕಚೇರಿಗಳು ಮತ್ತು ಸಾರ್ವಜನಿಕ ಕ್ಷೇತ್ರಗಳು ಅಡ್ಡಿಪಡಿಸಬಹುದು. ವಿಶೇಷವಾಗಿ ಬೆಂಗಳೂರಿನಲ್ಲಿ, ಒಕ್ಕೂಟಗಳು ಹೆಚ್ಚಿನ ಸಂಖ್ಯೆಯಲ್ಲಿ ಸೇರುತ್ತವೆ. ಅಗತ್ಯ ಸೇವೆಗಳು ಮತ್ತು ಅಂಬ್ಯುಲೆನ್ಸ್ ಕಾರ್ಯಾಚರಣೆಗಳಿಗಂತಹ ಅಗತ್ಯ ಸೇವೆಗಳಿಗೆ ವಿನಾಯಿತಿ ನೀಡಲಾಗಿದೆ. ಶಾಲೆಗಳು, ಕಾಲೇಜುಗಳು ಮತ್ತು ಸಾರ್ವಜನಿಕ ವಲಯದ ಘಟಕಗಳು ಮುಷ್ಕರಕ್ಕೆ ಅಥವಾ ಅಡಚಣೆಗಳನ್ನು ಎದುರಿಸಬಹುದು. ಹೋಟೆಲುಗಳು, ಕೆಫೆಗಳು ಅಥವಾ ಬಸ್ಸುಗಳು ಮತ್ತು ಆಟೋರಿಕ್ಷಾಗಳು ಸೇರಿದಂತೆ ಹಲವು ಸ್ಥಳೀಯ ಸಾರಿಗೆ ಸೇವೆಗಳ ಮೇಲೆ ಪರಿಣಾಮ ಬೀರಿದ್ದು ಬೆಂಬಲ ವ್ಯಕ್ತಪಡಿಸಿವೆ. ಆಸ್ಪತ್ರೆಗಳು, ಆಂಬ್ಯುಲೆನ್ಸ್ ಗಳು, ಔಷಧಾಲಯಗಳು, ನೀರು ಮತ್ತು ವಿದ್ಯುತ್ ಪೂರೈಕೆ, ಅಗ್ನಿಶಾಮಕ ಸೇವೆಗಳು, ವಿಮಾನ ನಿಲ್ದಾಣಗಳು ಹಾಗೂ ತುರ್ತು ಸೇವೆಗಳು ಸೇರಿದಂತೆ ಅಗತ್ಯ ಸೇವೆಗಳು ಸಾಮಾನ್ಯವಾಗಿ ಕಾರ್ಯನಿರ್ವಹಿಸಿದವು. bbox=[1153, 2140, 1487, 2299]
photo-dk-suresh bbox=[645, 149, 909, 452]
story1-headline: ಸಿಎಂ ಬದಲಾವಣೆ : ತಡವಾದರೂ ಸಿದ್ದರಾಮಯ್ಯ ಮಾತು ಉಳಿಸಿಕೊಳ್ಳುತ್ತಾರೆ: ಡಿಕೆ ಸುರೇಶ್ ಮಾತಿಗೆ ಸಿದ್ದು ಸಿಡಿಮಿಡಿ! bbox=[38, 94, 961, 124]
story1-col1: ತಡವಾದರೂ ಮಾತು ಕೊಟ್ಟಂತೆ ಮುಖ್ಯಮಂತ್ರಿ ಸಿದ್ದರಾಮಯ್ಯ ಅಧಿಕಾರ ಹಂಚಿಕೆ ಮಾಡುತ್ತಾರೆ ಎಂದು ಕಾಂಗ್ರೆಸ್ ನಾಯಕ ಡಿಕೆ ಸುರೇಶ್ ಭರವಸೆ ವ್ಯಕ್ತಪಡಿಸಿದ್ದಾರೆ. ರಾಜ್ಯದಲ್ಲಿ ಅಧಿಕಾರ ಹಂಚಿಕೆ ಒಪ್ಪಂದವನ್ನು ಪರೋಕ್ಷವಾಗಿ ಉಲ್ಲೇಖಿಸಿ ತಮ್ಮ ಹಿಂದಿನ ಹೇಳಿಕೆಯ ಕುರಿತ ಪ್ರಶ್ನೆಗೆ ಪ್ರತಿಕ್ರಿಯಿಸಿದ ಡಿಕೆ ಸುರೇಶ್ ವಿಳಂಬವಾದರೂ ಸಿದ್ದರಾಮಯ್ಯ ತಮ್ಮ ಮಾತನ್ನು ಉಳಿಸಿಕೊಳ್ಳುತ್ತಾರೆ ಎಂದು ನಾನು ಭಾವಿಸುತ್ತೇನೆ ಎಂದರು. ಶಿವಕುಮಾರ್ ಅವರ ನವದೆಹಲಿ ಭೇಟಿಯನ್ನು ಉಲ್ಲೇಖಿಸಿ ಮಾತನಾಡಿದ ಪಕ್ಷದ ಸಂಸದರು, "ದೆಹಲಿಯಲ್ಲಿದ್ದಾಗಲೆಲ್ಲಾ ಅವರು ಸಿಕ್ಕರೆ ನಾವು ನಮ್ಮ ಪಕ್ಷದ ಹೈಕಮಾಂಡ್ ಅನ್ನು ಭೇಟಿ ಮಾಡುತ್ತೇವೆ. ಪಕ್ಷ ಅಥವಾ ಕ್ಷೇತ್ರ ಅಥವಾ ಇತರ ವಿಷಯಗಳಿಗೆ ಸಂಬಂಧಿಸಿದ ವಿಷಯಗಳನ್ನು ಚರ್ಚಿಸುತ್ತೇವೆ. ಅದರಲ್ಲಿ ಹೇಳುವ ವೈಯಕ್ತಿಕ bbox=[44, 183, 363, 342]
story3-caption1: ಅವರ ಕಚೇರಿ ಮನೆ ಮೇಲೆ ಬೆಳ್ಳಿಗ್ಗೆಯಿಂದ ದಾಳಿ ನಡೆಸಿ ಅಕ್ರಮ ಆಸ್ತಿ ಪಾಸ್ತಿ ಪತ್ತೆಹಚ್ಚಿದ್ದಾರೆ. ಮೈಸೂರಿನಲ್ಲಿ 5 ಕಡೆ, ಬೆಂಗಳೂರಿನಲ್ಲಿ 6 ಕಡೆ ದಾಳಿ ನಡೆಸಿದ್ದು, ಮಹತ್ವದ ದಾಖಲೆಗಳನ್ನು ಕೋಳ್ಳ ನಡೆಸಿದ್ದಾರೆ. ಬೆಸ್ಕಾಂ ಇಂಜಿನಿಯರ್ ಆರ್. ಹೆಚ್. ಅರ್ಜುನ್ ಅವರ ಮನೆ ಹಾಗೂ ಕಚೇರಿ ಮೇಲೂ ಲೋಕಾಯುಕ್ತ ಅಧಿಕಾರಿಗಳ ತಂಡ ದಾಳಿ ನಡೆಸಿದೆ. ದಾವಣಗೆರೆಯ ಬೆಸ್ಕಾಂನ ಸಿವಿಲ್ ವಿಭಾಗದಲ್ಲಿ ಕರ್ತವ್ಯ ನಿರ್ವಹಿಸುತ್ತಿದ್ದ ಅರ್ಜುನ್ ವಿರುದ್ಧ ಆದಾಯ ಮೀರಿ ಅಪಾರ ಪ್ರಮಾಣದ ಆಸ್ತಿ ಗಳಿಸಿರುವ ಆರೋಪ ಕೇಳಿಬಂದಿತ್ತು. ಈ ಹಿನ್ನೆಲೆ ಲೋಕಾಯುಕ್ತ ಎಸ್ಪಿ ಎಂಎಸ್ ಕೌಲಾಪೂರೆ ನೇತೃತ್ವದ ತಂಡ ದಾಳಿ ನಡೆಸಿದೆ. ಅರ್ಜುನ್ ವಾಸವಿದ್ದ ದಾವಣಗೆರೆ bbox=[319, 1481, 564, 1659]
story3-col4: ಪ್ರಭು ಸೂರಿನ್ ಮತ್ತು ಗುರುರಾಜ್ ಮೈಲಾರ್ ನೇತೃತ್ವದಲ್ಲಿ ಈ ಕಾರ್ಯಾಚರಣೆ ನಡೆಯುತ್ತಿದ್ದು, ಮಹತ್ವದ ದಾಖಲೆಗಳನ್ನು ಪರಿಶೀಲಿಸಲಾಗುತ್ತಿದೆ. ಸರ್ವೆ ಅಧಿಕಾರಿಯ ಕಾರ್ಯಾಗಾರದ ಸೂಪರ್ ನಿಟ್ಟುವಳ್ಳಿಯ ಸಿದ್ದನಗೌಡರ್ ಅವರ ನಿವಾಸಗಳ ಮೇಲೆ ದಾಳಿ ನಡೆದಿದೆ. ಧಾರವಾಡದ ಮುರಗೋಡ ನಿವಾಸ, ಭಾರತಿ ನಗರದ ನಿವಾಸ ಹಾಗೂ ಎಡಿಎಲ್ಆರ್ ಕಚೇರಿಯಲ್ಲಿ ಲೋಕಾಯುಕ್ತ ಪೊಲೀಸರು ತಪಾಸಣೆ ನಡೆಸುತ್ತಿದ್ದಾರೆ. ಲೋಕಾಯುಕ್ತ ಎಸ್ಪಿ ಸಿದ್ದಲಿಂಗಪ್ಪ ನೇತೃತ್ವದಲ್ಲಿ ಈ ಕಾರ್ಯಾಚರಣೆ ನಡೆಯುತ್ತಿದ್ದು, ಆಸ್ತಿ ವಿವರಗಳ ಕುರಿತು ಮಾಹಿತಿ ಕಲೆಹಾಕಲಾಗುತ್ತಿದೆ. bbox=[831, 1521, 1112, 1662]
divider bbox=[30, 135, 1487, 137]
masthead bbox=[30, 30, 1487, 80]
photo-dk-shivakumar-namaste bbox=[573, 664, 821, 953]
box-quote bbox=[1138, 554, 1488, 628]
divider bbox=[30, 2027, 1487, 2028]
divider bbox=[1121, 652, 1122, 2017]
page-number: ಪುಟ-02 bbox=[1379, 39, 1468, 71]
photo-official-2 bbox=[452, 1342, 573, 1468]
story1-col3: ಕಳೆದ ವಾರ ಸಿಎಂ ಸಿದ್ದರಾಮಯ್ಯ ಅವರ ಪುತ್ರ ಮತ್ತು ಎಂಎಲ್ಸಿ ಯತೀಂದ್ರ, ತಮ್ಮ ತಂದೆ ಐದು ವರ್ಷಗಳ ಅವಧಿಯನ್ನು ಪೂರ್ಣಗೊಳಿಸುತ್ತಾರೆ ಎಂದು ಹೇಳಿದ್ದರು, ಇದರಿಂದ ಮತ್ತೆ ಅಂತರಂಗ ಉದ್ವಿಗ್ನತೆ ಭುಗಿಲೆದ್ದಿತು. 2025ರ ನವೆಂಬರ್ 20ರಂದು ಕಾಂಗ್ರೆಸ್ ಸರ್ಕಾರ ತನ್ನ ಐದು ವರ್ಷಗಳ ಅವಧಿಯ ಅರ್ಧವನ್ನು ಪೂರ್ಣಗೊಳಿಸಿದ ನಂತರ ಮುಖ್ಯಮಂತ್ರಿ ಬದಲಾವಣೆಯ ಸಾಧ್ಯತೆಯ ಬಗ್ಗೆ ಊಹಾಪೋಹಗಳ ನಡುವೆ ಆಡಳಿತ ಪಕ್ಷದೊಳಗಿನ ನಾಯಕತ್ವದ ಜಟಾಪಟಿ ತೀವ್ರಗೊಂಡಿದೆ. 2023ರಲ್ಲಿ ಸರ್ಕಾರ ರಚನೆಯ ಸಮಯದಲ್ಲಿ ಸಿದ್ದರಾಮಯ್ಯ ಮತ್ತು ಶಿವಕುಮಾರ್ ನಡುವೆ ನಡೆದಿದೆ ಎನ್ನಲಾದ 'ಅಧಿಕಾರ ಹಂಚಿಕೆ; ಒಪ್ಪಂದದಿಂದ ಈ ಊಹಾಪೋಹಗಳು ಸೃಷ್ಟಿಯಾಗುತ್ತಿವೆ. ಯತೀಂದ್ರ ಅವರ ಹೇಳಿಕೆಯ ಬಗ್ಗೆ ವ್ಯಂಗ್ಯವಾಡಿದ ಸುರೇಶ್, ನಾನು ಅವರಷ್ಟು ಪ್ರಭಾವಿ ಅಥವಾ ಜ್ಞಾನಿಯಲ್ಲ. ಅವರು ಏನು ಹೇಳುತ್ತಾರೋ bbox=[918, 154, 1198, 350]
story4-headline: ಹೊಸ ಕಾರ್ಮಿಕ ನೀತಿ ವಾಪಸ್ಸಿಗೆ ಆಗ್ರಹಿಸಿ ಪ್ರತಿಭಟನೆ bbox=[242, 2036, 1275, 2110]
story2-headline-line2: ಮಾಡಲು, ಕಾಲ ಉತ್ತರ ಕೊಡುತ್ತೆ ಎಂದ ಡಿಸಿಎಂ bbox=[322, 596, 831, 635]
